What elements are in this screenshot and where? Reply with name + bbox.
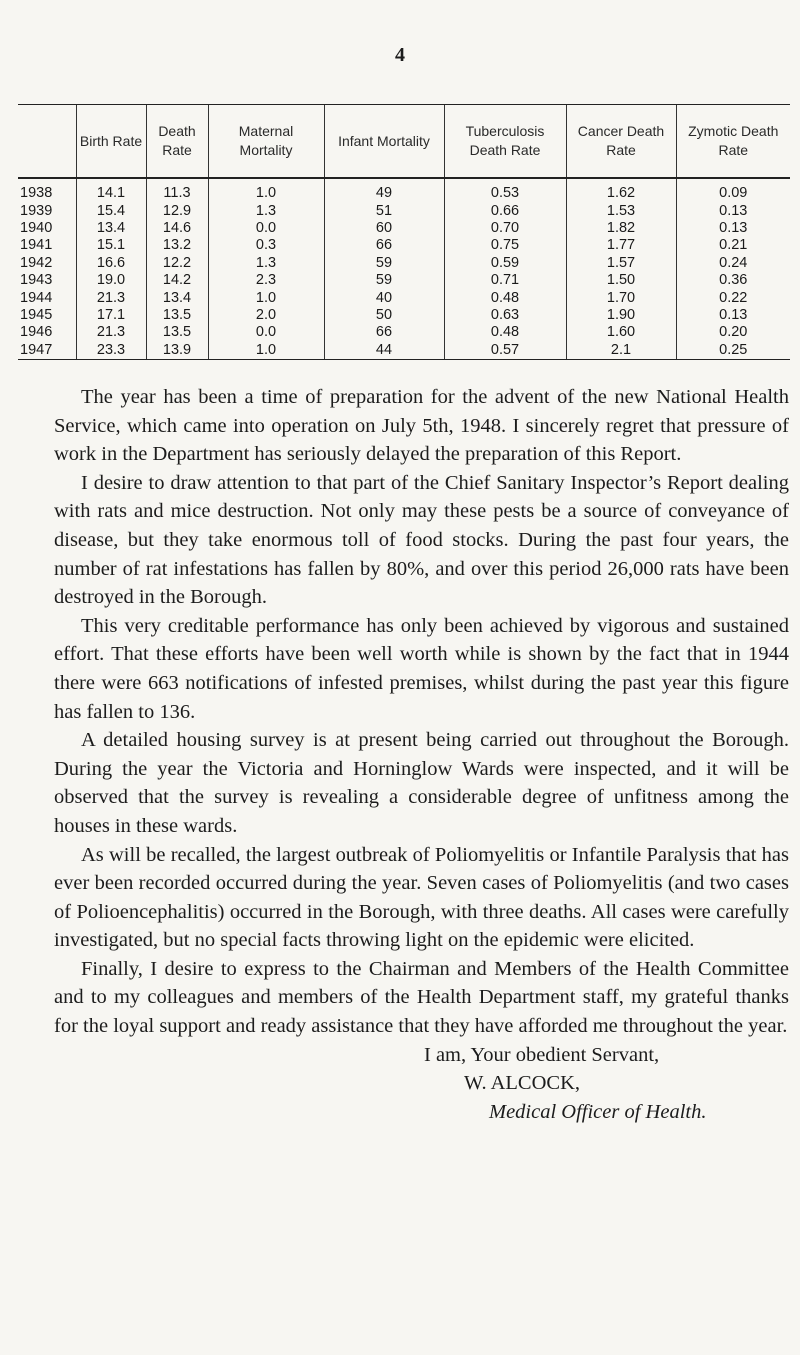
year-cell: 1942 xyxy=(20,254,53,271)
signatory-name: W. ALCOCK, xyxy=(464,1072,580,1095)
year-cell: 1940 xyxy=(20,219,53,236)
column-header: Tuberculosis Death Rate xyxy=(444,105,566,179)
header-year xyxy=(18,105,76,179)
value-cell: 0.66 xyxy=(444,202,566,219)
value-cell: 1.53 xyxy=(566,202,676,219)
value-cell: 1.57 xyxy=(566,255,676,272)
value-cell: 1.0 xyxy=(208,289,324,306)
paragraph: The year has been a time of preparation for the advent of the new National Health Service, which came into operation on July 5th, 1948. I sincerely regret that pressure of work in the Department has seriously delayed the preparation of this Report. xyxy=(54,386,789,466)
value-cell: 44 xyxy=(324,342,444,360)
paragraph: I desire to draw attention to that part of the Chief Sanitary Inspector’s Report dealing with rats and mice destruction. Not only may these pests be a source of conveyance of disease, but they take enormous toll of food stocks. During the past four years, the number of rat infestations has fallen by 80%, and over this period 26,000 rats have been destroyed in the Borough. xyxy=(54,471,789,609)
year-cell: 1939 xyxy=(20,202,53,219)
value-cell: 13.4 xyxy=(76,220,146,237)
value-cell: 13.5 xyxy=(146,307,208,324)
value-cell: 19.0 xyxy=(76,272,146,289)
value-cell: 13.5 xyxy=(146,324,208,341)
table-row xyxy=(18,289,790,306)
value-cell: 0.22 xyxy=(676,289,790,306)
value-cell: 14.1 xyxy=(76,178,146,202)
value-cell: 0.75 xyxy=(444,237,566,254)
value-cell: 0.25 xyxy=(676,342,790,360)
value-cell: 1.0 xyxy=(208,178,324,202)
table-row xyxy=(18,237,790,254)
value-cell: 12.2 xyxy=(146,255,208,272)
value-cell: 0.59 xyxy=(444,255,566,272)
value-cell: 16.6 xyxy=(76,255,146,272)
paragraph: As will be recalled, the largest outbreak of Poliomyelitis or Infantile Paralysis that has ever been recorded occurred during the year. Seven cases of Poliomyelitis (and two cases of Polioencephalitis) occurred in the Borough, with three deaths. All cases were carefully investigated, but no special facts throwing light on the epidemic were elicited. xyxy=(54,843,789,952)
year-cell: 1943 xyxy=(20,272,53,289)
value-cell: 40 xyxy=(324,289,444,306)
value-cell: 13.9 xyxy=(146,342,208,360)
value-cell: 0.57 xyxy=(444,342,566,360)
value-cell: 0.21 xyxy=(676,237,790,254)
value-cell: 1.77 xyxy=(566,237,676,254)
value-cell: 0.48 xyxy=(444,324,566,341)
value-cell: 1.3 xyxy=(208,255,324,272)
table-row xyxy=(18,307,790,324)
value-cell: 2.1 xyxy=(566,342,676,360)
table-row xyxy=(18,272,790,289)
column-header: Zymotic Death Rate xyxy=(676,105,790,179)
value-cell: 1.82 xyxy=(566,220,676,237)
year-cell: 1946 xyxy=(20,324,53,341)
column-header: Infant Mortality xyxy=(324,105,444,179)
year-cell: 1945 xyxy=(20,306,53,323)
report-body xyxy=(54,383,789,1126)
column-header: Birth Rate xyxy=(76,105,146,179)
year-cell: 1947 xyxy=(18,342,76,360)
table-row xyxy=(18,324,790,341)
value-cell: 0.13 xyxy=(676,202,790,219)
value-cell: 49 xyxy=(324,178,444,202)
value-cell: 1.70 xyxy=(566,289,676,306)
value-cell: 0.53 xyxy=(444,178,566,202)
value-cell: 12.9 xyxy=(146,202,208,219)
value-cell: 0.70 xyxy=(444,220,566,237)
value-cell: 11.3 xyxy=(146,178,208,202)
paragraph: This very creditable performance has only been achieved by vigorous and sustained effort. That these efforts have been well worth while is shown by the fact that in 1944 there were 663 notifications of infested premises, whilst during the past year this figure has fallen to 136. xyxy=(54,614,789,723)
table-header-row xyxy=(18,105,790,179)
signature-block xyxy=(54,1041,789,1127)
column-header: Maternal Mortality xyxy=(208,105,324,179)
value-cell: 21.3 xyxy=(76,324,146,341)
value-cell: 23.3 xyxy=(76,342,146,360)
value-cell: 50 xyxy=(324,307,444,324)
value-cell: 59 xyxy=(324,272,444,289)
value-cell: 0.13 xyxy=(676,220,790,237)
value-cell: 2.0 xyxy=(208,307,324,324)
value-cell: 0.48 xyxy=(444,289,566,306)
value-cell: 14.2 xyxy=(146,272,208,289)
value-cell: 1.60 xyxy=(566,324,676,341)
table-row xyxy=(18,342,790,360)
table-row xyxy=(18,220,790,237)
value-cell: 66 xyxy=(324,324,444,341)
value-cell: 13.2 xyxy=(146,237,208,254)
value-cell: 15.4 xyxy=(76,202,146,219)
value-cell: 0.36 xyxy=(676,272,790,289)
value-cell: 0.24 xyxy=(676,255,790,272)
vital-statistics-table xyxy=(18,104,790,360)
value-cell: 15.1 xyxy=(76,237,146,254)
value-cell: 0.3 xyxy=(208,237,324,254)
value-cell: 0.13 xyxy=(676,307,790,324)
year-cell: 1944 xyxy=(20,289,53,306)
value-cell: 0.71 xyxy=(444,272,566,289)
value-cell: 51 xyxy=(324,202,444,219)
value-cell: 66 xyxy=(324,237,444,254)
table-row xyxy=(18,178,790,202)
column-header: Cancer Death Rate xyxy=(566,105,676,179)
value-cell: 0.20 xyxy=(676,324,790,341)
year-cell: 1941 xyxy=(20,237,53,254)
value-cell: 1.50 xyxy=(566,272,676,289)
value-cell: 59 xyxy=(324,255,444,272)
table-row xyxy=(18,255,790,272)
value-cell: 14.6 xyxy=(146,220,208,237)
value-cell: 17.1 xyxy=(76,307,146,324)
value-cell: 0.0 xyxy=(208,220,324,237)
paragraph: Finally, I desire to express to the Chairman and Members of the Health Committee and to my colleagues and members of the Health Department staff, my grateful thanks for the loyal support and ready assistance that they have afforded me throughout the year. xyxy=(54,957,789,1038)
value-cell: 1.90 xyxy=(566,307,676,324)
value-cell: 0.0 xyxy=(208,324,324,341)
closing-salutation: I am, Your obedient Servant, xyxy=(424,1043,660,1066)
table-row xyxy=(18,202,790,219)
value-cell: 1.0 xyxy=(208,342,324,360)
value-cell: 13.4 xyxy=(146,289,208,306)
value-cell: 0.63 xyxy=(444,307,566,324)
value-cell: 2.3 xyxy=(208,272,324,289)
value-cell: 1.62 xyxy=(566,178,676,202)
value-cell: 60 xyxy=(324,220,444,237)
column-header: Death Rate xyxy=(146,105,208,179)
value-cell: 1.3 xyxy=(208,202,324,219)
value-cell: 0.09 xyxy=(676,178,790,202)
table-body xyxy=(18,178,790,359)
year-cell: 1938 xyxy=(20,185,53,202)
signatory-title: Medical Officer of Health. xyxy=(489,1100,707,1123)
paragraph: A detailed housing survey is at present being carried out throughout the Borough. During the year the Victoria and Horninglow Wards were inspected, and it will be observed that the survey is revealing a considerable degree of unfitness among the houses in these wards. xyxy=(54,729,789,837)
page-number: 4 xyxy=(395,44,405,66)
value-cell: 21.3 xyxy=(76,289,146,306)
